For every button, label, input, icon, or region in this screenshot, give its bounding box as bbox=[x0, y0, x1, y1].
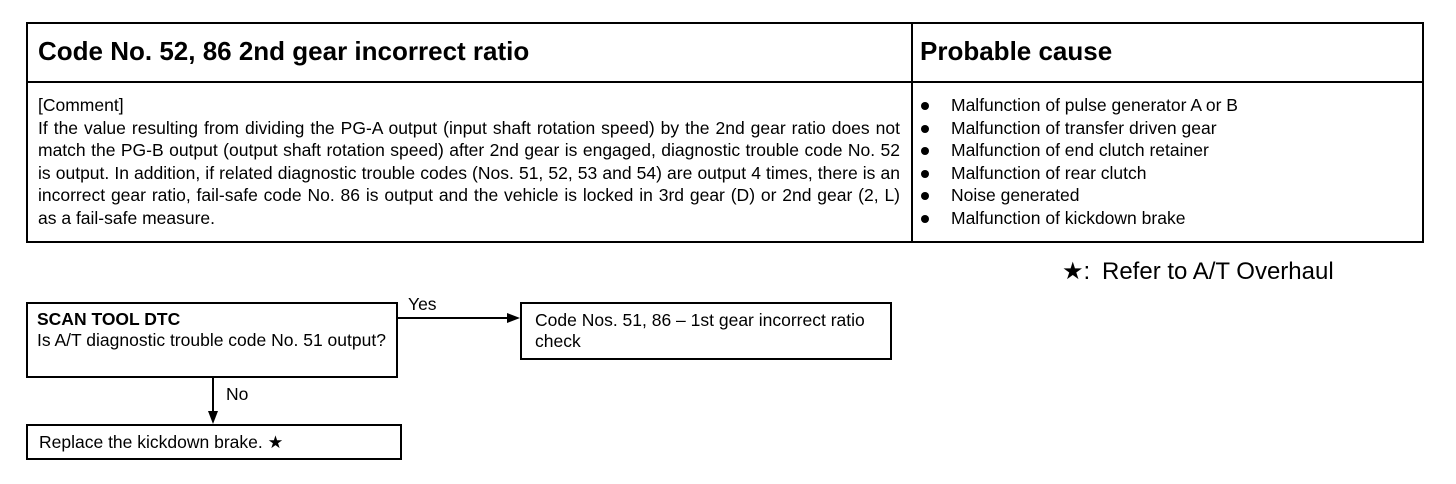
star-icon: ★: bbox=[1062, 258, 1091, 285]
cause-text: Noise generated bbox=[951, 185, 1080, 205]
cause-text: Malfunction of rear clutch bbox=[951, 162, 1147, 183]
no-result-box: Replace the kickdown brake. ★ bbox=[26, 424, 402, 460]
scan-tool-dtc-box bbox=[26, 302, 398, 378]
yes-result-box: Code Nos. 51, 86 – 1st gear incorrect ratio check bbox=[520, 302, 892, 360]
yes-arrowhead bbox=[507, 313, 520, 323]
no-label: No bbox=[226, 384, 249, 404]
probable-cause-heading: Probable cause bbox=[920, 36, 1113, 66]
note-text: Refer to A/T Overhaul bbox=[1102, 258, 1334, 285]
yes-label: Yes bbox=[408, 294, 437, 314]
comment-label: [Comment] bbox=[38, 95, 124, 115]
no-arrowhead bbox=[208, 411, 218, 424]
cause-text: Malfunction of pulse generator A or B bbox=[951, 95, 1238, 115]
step-title: SCAN TOOL DTC bbox=[37, 309, 181, 329]
cause-text: Malfunction of end clutch retainer bbox=[951, 140, 1209, 160]
step-question: Is A/T diagnostic trouble code No. 51 output? bbox=[37, 330, 386, 350]
cause-text: Malfunction of kickdown brake bbox=[951, 207, 1186, 228]
cause-text: Malfunction of transfer driven gear bbox=[951, 117, 1217, 138]
comment-text: If the value resulting from dividing the PG-A output (input shaft rotation speed) by the 2nd gear ratio does not match the PG-B output (output shaft rotation speed) after 2nd gear is engaged, diagnostic trouble code No. 52 is output. In addition, if related diagnostic trouble codes (Nos. 51, 52, 53 and 54) are output 4 times, there is an incorrect gear ratio, fail-safe code No. 86 is output and the vehicle is locked in 3rd gear (D) or 2nd gear (2, L) as a fail-safe measure. bbox=[38, 117, 900, 228]
table-title: Code No. 52, 86 2nd gear incorrect ratio bbox=[38, 36, 530, 66]
